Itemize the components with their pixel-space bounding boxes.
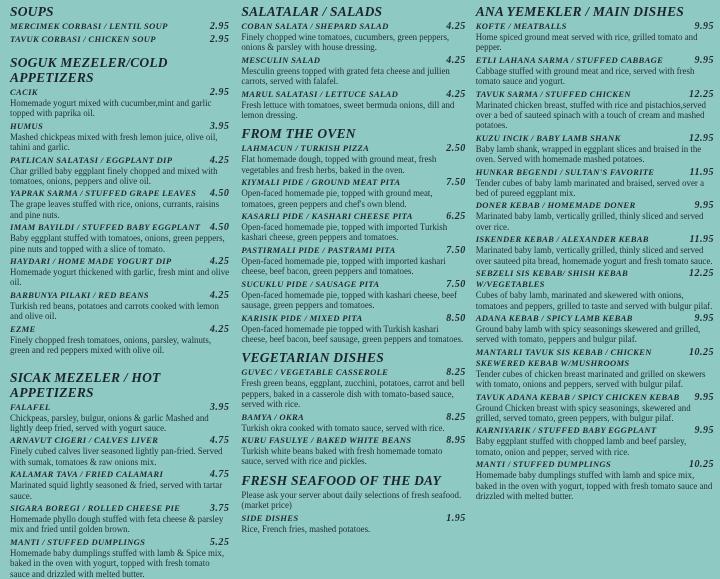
menu-item-price: 9.95 [694, 21, 714, 32]
menu-item [476, 167, 714, 199]
menu-item-header [241, 435, 465, 446]
menu-item [10, 324, 229, 356]
menu-item-name: PATLICAN SALATASI / EGGPLANT DIP [10, 154, 173, 165]
menu-item-name: FALAFEL [10, 401, 51, 412]
menu-item [10, 256, 229, 288]
menu-item-price: 3.75 [209, 502, 230, 514]
menu-item [241, 89, 465, 121]
menu-item-description: Rice, French fries, mashed potatoes. [241, 523, 371, 534]
menu-item-name: HUNKAR BEGENDI / SULTAN'S FAVORITE [475, 166, 655, 177]
menu-item-header [10, 256, 229, 267]
menu-section [241, 473, 465, 534]
menu-item-price: 4.25 [209, 256, 230, 268]
menu-item-header [10, 121, 229, 132]
menu-item [10, 290, 229, 322]
menu-section [241, 126, 465, 344]
menu-item-header [10, 34, 229, 45]
menu-item-header [241, 21, 465, 32]
menu-item-header [241, 177, 465, 188]
section-title: SOUPS [10, 4, 54, 19]
menu-item-header [241, 245, 465, 256]
menu-item-name: EZME [10, 323, 36, 334]
menu-item-header [241, 412, 465, 423]
menu-item-name: IMAM BAYILDI / STUFFED BABY EGGPLANT [10, 222, 201, 233]
menu-item-header [10, 537, 229, 548]
menu-item-header [476, 347, 714, 369]
menu-item-name: MESCULIN SALAD [241, 54, 321, 65]
menu-item-name: BARBUNYA PILAKI / RED BEANS [10, 289, 149, 300]
menu-item-description: Cubes of baby lamb, marinated and skewered with onions, tomatoes and peppers, grilled to taste and served with bulgur pilaf. [475, 290, 713, 311]
menu-item-header [476, 21, 714, 32]
menu-item [241, 367, 465, 409]
menu-item-price: 4.25 [446, 88, 466, 100]
menu-item-price: 3.95 [209, 401, 230, 413]
menu-item-price: 8.50 [446, 312, 466, 324]
menu-item-price: 4.25 [209, 323, 230, 335]
menu-item-description: Tender cubes of chicken breast marinated and grilled on skewers with tomato, onions and peppers, served with bulgur pilaf. [475, 368, 706, 390]
menu-item-header [10, 402, 229, 413]
menu-item [241, 21, 465, 53]
menu-item-header [10, 21, 229, 32]
menu-item-header [10, 435, 229, 446]
menu-item-header [10, 155, 229, 166]
menu-item-description: Home spiced ground meat served with rice, grilled tomato and pepper. [475, 32, 698, 53]
menu-item-header [241, 55, 465, 66]
menu-item [476, 234, 714, 266]
menu-item-header [241, 279, 465, 290]
menu-item [10, 155, 229, 187]
menu-section [10, 370, 229, 579]
menu-item-price: 5.25 [209, 536, 230, 548]
menu-item-header [476, 89, 714, 100]
menu-item-name: PASTIRMALI PIDE / PASTRAMI PITA [241, 244, 396, 255]
menu-item-description: Homemade yogurt mixed with cucumber,mint and garlic topped with paprika oil. [10, 98, 212, 119]
section-title: SICAK MEZELER / HOT APPETIZERS [10, 369, 161, 400]
menu-item-header [476, 200, 714, 211]
menu-item [10, 188, 229, 220]
menu-item [476, 459, 714, 501]
menu-item-description: Open-faced homemade pie, topped with ground meat, tomatoes, green peppers and chef's own blend. [241, 188, 433, 209]
menu-item-description: Turkish white beans baked with fresh homemade tomato sauce, served with rice and pickles. [241, 445, 443, 467]
menu-item-price: 8.25 [446, 367, 466, 379]
menu-item-description: Ground Chicken breast with spicy seasonings, skewered and grilled, served tomato, green peppers, with bulgur pilaf. [475, 402, 691, 423]
menu-item-description: Marinated chicken breast, stuffed with rice and pistachios,served over a bed of sauteed spinach with a touch of cream and mashed potatoes. [475, 99, 706, 131]
menu-item-price: 6.25 [446, 211, 466, 223]
menu-item [241, 143, 465, 175]
menu-item-header [241, 89, 465, 100]
menu-item [476, 21, 714, 53]
menu-item [241, 412, 465, 433]
menu-item-header [476, 459, 714, 470]
menu-item-description: Finely cubed calves liver seasoned lightly pan-fried. Served with sumak, tomatoes & raw onions mix. [10, 446, 223, 467]
menu-item-description: Homemade baby dumplings stuffed with lamb & Spice mix, baked in the oven with yogurt, topped with fresh tomato sauce and drizzled with melted butter. [10, 547, 225, 579]
section-title: FRESH SEAFOOD OF THE DAY [241, 472, 441, 488]
menu-item-name: KOFTE / MEATBALLS [475, 21, 567, 31]
menu-item-price: 10.25 [689, 459, 714, 471]
menu-item-price: 4.75 [209, 435, 230, 447]
menu-item-price: 7.50 [446, 177, 466, 189]
section-title: SALATALAR / SALADS [241, 4, 383, 19]
menu-item [241, 177, 465, 209]
menu-item-name: MANTARLI TAVUK SIS KEBAB / CHICKEN SKEWERED KEBAB W/MUSHROOMS [475, 346, 652, 368]
section-note: Please ask your server about daily selections of fresh seafood. (market price) [241, 489, 462, 511]
section-title: ANA YEMEKLER / MAIN DISHES [475, 4, 684, 19]
menu-item-description: Fresh lettuce with tomatoes, sweet bermuda onions, dill and lemon dressing. [241, 99, 455, 121]
menu-item-price: 9.95 [694, 425, 714, 437]
menu-item-description: Chickpeas, parsley, bulgur, onions & garlic Mashed and lightly deep fried, served with yogurt sauce. [10, 412, 209, 433]
menu-item-description: Open-faced homemade pie, topped with imported kashari cheese, beef bacon, green peppers and tomatoes. [241, 255, 446, 277]
menu-column-right [470, 4, 714, 562]
menu-item [10, 402, 229, 434]
menu-item-header [10, 324, 229, 335]
menu-item-header [241, 513, 465, 524]
menu-item-name: LAHMACUN / TURKISH PIZZA [241, 143, 370, 154]
menu-item [241, 211, 465, 243]
menu-item-name: ETLI LAHANA SARMA / STUFFED CABBAGE [475, 54, 664, 65]
menu-item-description: Open-faced homemade pie, topped with imported Turkish kashari cheese, green peppers and tomatoes. [241, 222, 448, 243]
menu-item-price: 4.50 [209, 222, 230, 234]
menu-item-description: Marinated baby lamb, vertically grilled, thinly sliced and served over sauteed pita bread, homemade yogurt and fresh tomato sauce. [475, 245, 713, 266]
menu-item-description: Homemade baby dumplings stuffed with lamb and spice mix, baked in the oven with yogurt, topped with fresh tomato sauce and drizzled with melted butter. [475, 470, 713, 501]
menu-item-name: MANTI / STUFFED DUMPLINGS [10, 536, 146, 547]
menu-item [241, 513, 465, 534]
menu-item [476, 200, 714, 232]
menu-item-header [476, 392, 714, 403]
menu-item-description: Baby lamb shank, wrapped in eggplant slices and braised in the oven. Served with homemade mashed potatoes. [475, 143, 702, 165]
menu-item-header [10, 188, 229, 199]
menu-item-name: ARNAVUT CIGERI / CALVES LIVER [10, 435, 159, 446]
menu-item-header [241, 313, 465, 324]
menu-item [241, 55, 465, 87]
menu-item-name: CACIK [10, 87, 38, 97]
menu-item [10, 21, 229, 32]
menu-item-description: Ground baby lamb with spicy seasonings skewered and grilled, served with tomato, peppers and bulgur pilaf. [475, 323, 701, 345]
menu-item-price: 11.95 [689, 166, 714, 178]
menu-item-name: BAMYA / OKRA [241, 411, 305, 422]
menu-item-price: 2.95 [209, 34, 230, 45]
menu-item [476, 392, 714, 424]
menu-section [241, 350, 465, 466]
menu-item-header [476, 313, 714, 324]
menu-item-name: TAVUK ADANA KEBAB / SPICY CHICKEN KEBAB [475, 391, 680, 402]
menu-item-header [241, 211, 465, 222]
menu-item-name: KUZU INCIK / BABY LAMB SHANK [475, 132, 621, 143]
menu-item [10, 222, 229, 254]
menu-item-price: 2.95 [209, 87, 230, 98]
menu-item [10, 34, 229, 45]
menu-item-name: TAVUK SARMA / STUFFED CHICKEN [475, 88, 631, 99]
menu-item-price: 4.75 [209, 469, 230, 481]
menu-item-description: Open-faced homemade pie topped with Turkish kashari cheese, beef bacon, beef sausage, green peppers and tomatoes. [241, 323, 464, 344]
menu-item-description: Char grilled baby eggplant finely chopped and mixed with tomatoes, onions, peppers and olive oil. [10, 165, 218, 187]
menu-item-description: Baby eggplant stuffed with chopped lamb and beef parsley, tomato, onion and pepper, served with rice. [475, 436, 687, 457]
menu-item-description: Finely chopped wine tomatoes, cucumbers, green peppers, onions & parsley with house dressing. [241, 32, 450, 53]
menu-item-price: 4.25 [446, 54, 466, 66]
menu-item-price: 2.50 [446, 143, 466, 155]
menu-column-middle [235, 4, 469, 562]
menu-item-price: 8.25 [446, 411, 466, 423]
menu-item-header [10, 87, 229, 98]
menu-item-name: KARNIYARIK / STUFFED BABY EGGPLANT [475, 425, 657, 436]
menu-item-name: KARISIK PIDE / MIXED PITA [241, 312, 363, 323]
menu-item-price: 8.95 [446, 434, 466, 446]
menu-item-name: SIDE DISHES [241, 512, 299, 523]
menu-item-description: Tender cubes of baby lamb marinated and braised, served over a bed of pureed eggplant mix. [475, 177, 705, 199]
menu-item-price: 12.95 [689, 132, 714, 144]
menu-item-price: 7.50 [446, 278, 466, 290]
menu-item-price: 4.50 [209, 188, 230, 200]
menu-item-name: TAVUK CORBASI / CHICKEN SOUP [10, 34, 156, 44]
menu-item-description: Marinated baby lamb, vertically grilled, thinly sliced and served over rice. [475, 211, 704, 232]
menu-item [476, 133, 714, 165]
menu-item-name: HAYDARI / HOME MADE YOGURT DIP [10, 256, 172, 267]
menu-item-name: SUCUKLU PIDE / SAUSAGE PITA [241, 278, 380, 289]
menu-item [10, 121, 229, 153]
menu-item-header [241, 367, 465, 378]
menu-item-name: KURU FASULYE / BAKED WHITE BEANS [241, 434, 412, 445]
menu-item-name: DONER KEBAB / HOMEMADE DONER [475, 200, 636, 211]
menu-item-price: 10.25 [689, 346, 714, 358]
menu-item [10, 537, 229, 579]
menu-section [476, 4, 714, 501]
menu-item [476, 89, 714, 131]
menu-item-header [476, 133, 714, 144]
menu-item-price: 3.95 [209, 120, 230, 132]
menu-item [476, 313, 714, 345]
menu-item-description: Flat homemade dough, topped with ground meat, fresh vegetables and fresh herbs, baked in the oven. [241, 154, 437, 175]
menu-item-name: GUVEC / VEGETABLE CASSEROLE [241, 367, 389, 378]
menu-item-price: 9.95 [694, 312, 714, 324]
menu-item-price: 4.25 [209, 289, 230, 301]
menu-item-description: Finely chopped fresh tomatoes, onions, parsley, walnuts, green and red peppers mixed with olive oil. [10, 334, 212, 356]
menu-item [476, 268, 714, 311]
menu-section [10, 4, 229, 45]
menu-item-price: 11.95 [689, 234, 714, 246]
menu-item-name: COBAN SALATA / SHEPARD SALAD [241, 21, 389, 31]
menu-item-description: Open-faced homemade pie, topped with kashari cheese, beef sausage, green peppers and tomatoes. [241, 289, 457, 311]
section-title: SOGUK MEZELER/COLD APPETIZERS [10, 55, 168, 85]
menu-item [241, 245, 465, 277]
menu-item [241, 435, 465, 467]
menu-section [10, 55, 229, 356]
menu-item-description: Cabbage stuffed with ground meat and rice, served with fresh tomato sauce and yogurt. [475, 65, 695, 87]
menu-item-name: KIYMALI PIDE / GROUND MEAT PITA [241, 177, 401, 188]
menu-item [476, 347, 714, 390]
menu-item-name: MANTI / STUFFED DUMPLINGS [475, 459, 611, 470]
menu-item-header [10, 503, 229, 514]
menu-item-name: MERCIMEK CORBASI / LENTIL SOUP [10, 21, 168, 31]
menu-item [241, 279, 465, 311]
menu-item-header [476, 234, 714, 245]
menu-item-header [476, 425, 714, 436]
menu-item [10, 469, 229, 501]
menu-item-description: Baby eggplant stuffed with tomatoes, onions, green peppers, pine nuts and topped with a slice of tomato. [10, 233, 225, 254]
menu-item-header [10, 290, 229, 301]
menu-item [10, 503, 229, 535]
menu-item-name: ISKENDER KEBAB / ALEXANDER KEBAB [475, 234, 649, 245]
menu-item-description: Fresh green beans, eggplant, zucchini, potatoes, carrot and bell peppers, baked in a casserole dish with tomato-based sauce, served with rice. [241, 378, 465, 410]
menu-item-header [10, 469, 229, 480]
section-title: VEGETARIAN DISHES [241, 350, 384, 366]
menu-item [241, 313, 465, 345]
menu-item-name: KALAMAR TAVA / FRIED CALAMARI [10, 469, 164, 480]
menu-item [476, 55, 714, 87]
menu-item-price: 12.25 [689, 88, 714, 100]
menu-item-name: YAPRAK SARMA / STUFFED GRAPE LEAVES [10, 188, 197, 199]
menu-item-name: ADANA KEBAB / SPICY LAMB KEBAB [475, 312, 633, 323]
menu-item-price: 12.25 [689, 268, 714, 280]
menu-item-name: MARUL SALATASI / LETTUCE SALAD [241, 88, 399, 99]
menu-item-description: Mashed chickpeas mixed with fresh lemon juice, olive oil, tahini and garlic. [10, 131, 218, 153]
menu-item-description: Turkish okra cooked with tomato sauce, served with rice. [241, 422, 445, 433]
menu-item-price: 2.95 [209, 21, 230, 32]
menu-column-left [10, 4, 235, 579]
menu-item-name: SEBZELI SIS KEBAB/ SHISH KEBAB W/VEGETABLES [475, 268, 628, 290]
menu-item-header [476, 268, 714, 290]
menu-item [10, 87, 229, 119]
menu-item-price: 1.95 [446, 512, 466, 524]
menu-item-price: 9.95 [694, 54, 714, 66]
menu-item-price: 4.25 [446, 21, 466, 32]
menu-item-price: 9.95 [694, 200, 714, 212]
menu-item-description: Marinated squid lightly seasoned & fried, served with tartar sauce. [10, 480, 223, 501]
menu-item-description: Turkish red beans, potatoes and carrots cooked with lemon and olive oil. [10, 300, 219, 322]
menu-item-name: SIGARA BOREGI / ROLLED CHEESE PIE [10, 502, 181, 513]
menu-item-header [476, 55, 714, 66]
menu-item-price: 7.50 [446, 244, 466, 256]
menu-item-header [241, 143, 465, 154]
menu-item [10, 435, 229, 467]
section-title: FROM THE OVEN [241, 126, 356, 142]
menu-item [476, 425, 714, 457]
menu-item-name: KASARLI PIDE / KASHARI CHEESE PITA [241, 211, 413, 222]
menu-item-description: Homemade phyllo dough stuffed with feta cheese & parsley mix and fried until golden brown. [10, 513, 224, 535]
menu-item-description: The grape leaves stuffed with rice, onions, currants, raisins and pine nuts. [10, 199, 220, 220]
menu-item-price: 9.95 [694, 391, 714, 403]
menu-item-price: 4.25 [209, 154, 230, 166]
menu-section [241, 4, 465, 120]
menu-item-header [476, 167, 714, 178]
menu-item-description: Mesculin greens topped with grated feta cheese and jullien carrots, served with falafel. [241, 65, 450, 87]
menu-item-header [10, 222, 229, 233]
menu-item-name: HUMUS [10, 120, 44, 131]
menu-item-description: Homemade yogurt thickened with garlic, fresh mint and olive oil. [10, 267, 230, 288]
